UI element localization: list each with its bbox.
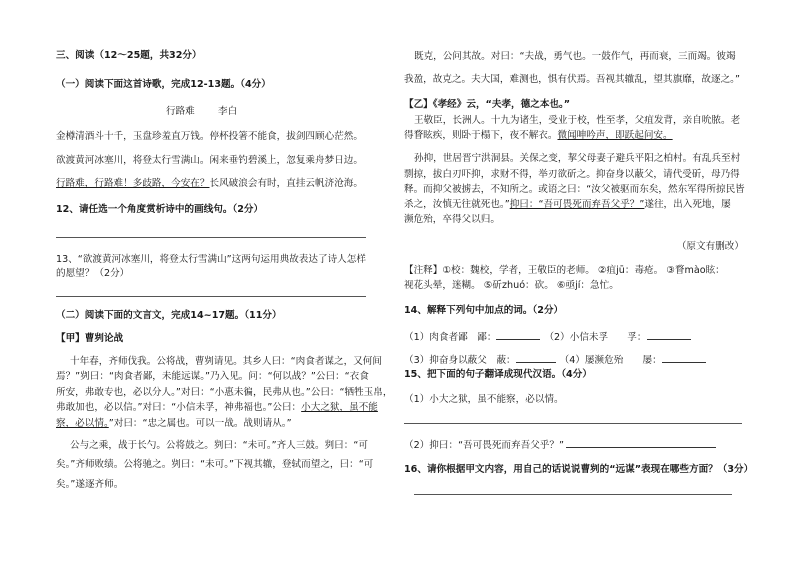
poem-title: 行路难 <box>166 106 195 117</box>
question-15: 15、把下面的句子翻译成现代汉语。（4分） <box>404 369 592 380</box>
source-note: （原文有删改） <box>676 241 744 252</box>
q14-row-1: （1）肉食者鄙 鄙： （2）小信未孚 孚： <box>404 329 691 344</box>
yi-para2-line-2: 剽掠，拔白刃吓抑，求财不得，举刃欲斫之。抑奋身以蔽父，请代受斫，母乃得 <box>404 169 740 180</box>
passage-yi-title: 【乙】《孝经》云，“夫孝，德之本也。” <box>404 99 571 110</box>
poem-line-1: 金樽清酒斗十千，玉盘珍羞直万钱。停杯投箸不能食，拔剑四顾心茫然。 <box>56 131 363 142</box>
jia-para3-line-2: 我盈，故克之。夫大国，难测也，惧有伏焉。吾视其辙乱，望其旗靡，故逐之。” <box>404 74 740 85</box>
jia-para2-line-2: 矣。”齐师败绩。公将驰之。刿曰：“未可。”下视其辙，登轼而望之，曰：“可 <box>56 459 374 470</box>
q15-item-2: （2）抑曰：“吾可畏死而弃吾父乎？” <box>404 437 716 452</box>
poem-line-3: 行路难，行路难！多歧路，今安在？长风破浪会有时，直挂云帆济沧海。 <box>56 178 363 189</box>
answer-blank-15-2[interactable] <box>566 437 716 448</box>
blank-14-4[interactable] <box>662 352 706 363</box>
annotation-line-1: 【注释】①校：魏校，学者，王敬臣的老师。 ②疽jū：毒疮。 ③瞀mào眩： <box>404 265 725 276</box>
prose-header: （二）阅读下面的文言文，完成14~17题。（11分） <box>56 310 282 321</box>
jia-underlined-sentence-part2: 察，必以情。 <box>56 418 109 429</box>
yi-para1-line-2: 得瞀眩疾，则卧于榻下，夜不解衣。微闻呻吟声，即跃起问安。 <box>404 130 673 141</box>
poem-line-2: 欲渡黄河冰塞川，将登太行雪满山。闲来垂钓碧溪上，忽复乘舟梦日边。 <box>56 155 363 166</box>
poem-header: （一）阅读下面这首诗歌，完成12-13题。（4分） <box>56 79 271 90</box>
jia-para1-line-2: 焉？”刿曰：“肉食者鄙，未能远谋。”乃入见。问：“何以战？”公曰：“衣食 <box>56 371 369 382</box>
answer-line-16[interactable] <box>414 494 732 495</box>
jia-para1-line-1: 十年春，齐师伐我。公将战，曹刿请见。其乡人曰：“肉食者谋之，又何间 <box>70 356 382 367</box>
jia-para2-line-1: 公与之乘，战于长勺。公将鼓之。刿曰：“未可。”齐人三鼓。刿曰：“可 <box>70 440 368 451</box>
yi-para2-line-4: 杀之，汝慎无往就死也。”抑曰：“吾可畏死而弃吾父乎？”遂往，出入死地，屡 <box>404 199 731 210</box>
answer-line-12 <box>56 237 366 238</box>
question-16: 16、请你根据甲文内容，用自己的话说说曹刿的“远谋”表现在哪些方面？（3分） <box>404 464 754 475</box>
yi-para2-line-1: 孙抑，世居晋宁洪洞县。关保之变，挈父母妻子避兵平阳之柏村。有乱兵至村 <box>414 153 741 164</box>
passage-jia-title: 【甲】曹刿论战 <box>56 333 124 344</box>
q15-item-1: （1）小大之狱，虽不能察，必以情。 <box>404 394 564 405</box>
section-title: 三、阅读（12～25题，共32分） <box>56 50 202 61</box>
question-12: 12、请任选一个角度赏析诗中的画线句。（2分） <box>56 204 264 215</box>
yi-underlined-sentence-2: 抑曰：“吾可畏死而弃吾父乎？” <box>509 199 645 210</box>
jia-underlined-sentence-part1: 小大之狱，虽不能 <box>301 402 378 413</box>
yi-para1-line-1: 王敬臣，长洲人。十九为诸生，受业于校，性至孝，父疽发背，亲自吮脓。老 <box>414 115 741 126</box>
yi-para2-line-5: 濒危殆，卒得父以归。 <box>404 214 500 225</box>
question-13-line-2: 的愿望？（2分） <box>56 268 130 279</box>
answer-line-13 <box>56 296 366 297</box>
question-14: 14、解释下列句中加点的词。（2分） <box>404 305 564 316</box>
blank-14-1[interactable] <box>496 329 540 340</box>
jia-para1-line-5: 察，必以情。”对曰：“忠之属也。可以一战。战则请从。” <box>56 418 292 429</box>
yi-underlined-sentence-1: 微闻呻吟声，即跃起问安。 <box>557 130 673 141</box>
poem-underlined-line: 行路难，行路难！多歧路，今安在？ <box>56 178 210 189</box>
yi-para2-line-3: 释。而抑父被掳去，不知所之。或语之曰：“汝父被驱而东矣，然东军得所掠民皆 <box>404 184 745 195</box>
annotation-line-2: 视花头晕，迷糊。 ⑤斫zhuó：砍。 ⑥亟jí：急忙。 <box>404 280 619 291</box>
q14-row-2: （3）抑奋身以蔽父 蔽： （4）屡濒危殆 屡： <box>404 352 706 367</box>
jia-para2-line-3: 矣。”遂逐齐师。 <box>56 479 124 490</box>
jia-para3-line-1: 既克，公问其故。对曰：“夫战，勇气也。一鼓作气，再而衰，三而竭。彼竭 <box>414 51 736 62</box>
question-13-line-1: 13、“欲渡黄河冰塞川，将登太行雪满山”这两句运用典故表达了诗人怎样 <box>56 254 366 265</box>
poem-author: 李白 <box>218 106 238 117</box>
blank-14-2[interactable] <box>647 329 691 340</box>
jia-para1-line-4: 弗敢加也，必以信。”对曰：“小信未孚，神弗福也。”公曰：小大之狱，虽不能 <box>56 402 378 413</box>
blank-14-3[interactable] <box>516 352 556 363</box>
answer-line-15-1[interactable] <box>404 423 742 424</box>
jia-para1-line-3: 所安，弗敢专也，必以分人。”对曰：“小惠未徧，民弗从也。”公曰：“牺牲玉帛， <box>56 387 393 398</box>
